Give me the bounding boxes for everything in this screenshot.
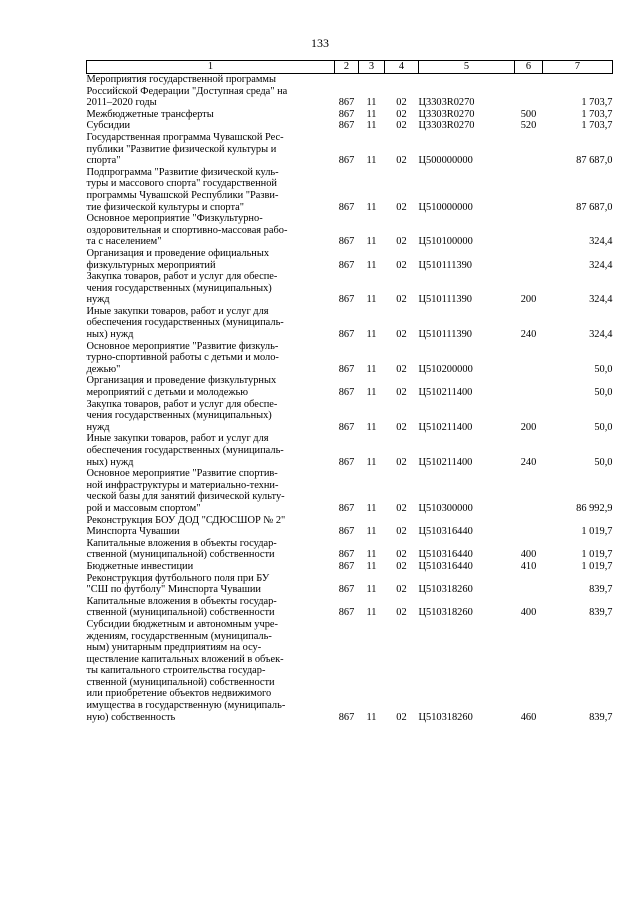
subsection-code: 02 xyxy=(396,155,407,167)
subsection-code: 02 xyxy=(396,526,407,538)
expense-type-code: 410 xyxy=(520,560,537,572)
description-line: Капитальные вложения в объекты государ- xyxy=(86,537,277,549)
row-description xyxy=(87,619,335,723)
description-line: Организация и проведение физкультурных xyxy=(86,375,277,387)
section-code: 11 xyxy=(366,549,377,561)
description-line: оздоровительная и спортивно-массовая рабо- xyxy=(86,224,288,236)
table-row xyxy=(87,596,613,619)
description-line: ную) собственность xyxy=(86,711,176,723)
ministry-code: 867 xyxy=(338,294,355,306)
subsection-code: 02 xyxy=(396,387,407,399)
description-line: нужд xyxy=(86,294,110,306)
section-code: 11 xyxy=(366,560,377,572)
expense-type-code: 200 xyxy=(520,294,537,306)
expense-type-code xyxy=(515,74,543,109)
description-line: тие физической культуры и спорта" xyxy=(86,201,244,213)
description-line: Бюджетные инвестиции xyxy=(86,560,194,572)
amount: 1 019,7 xyxy=(581,549,613,561)
subsection-code: 02 xyxy=(396,560,407,572)
row-description xyxy=(87,468,335,514)
amount: 1 703,7 xyxy=(581,120,613,132)
subsection-code: 02 xyxy=(396,502,407,514)
row-description xyxy=(87,306,335,341)
ministry-code: 867 xyxy=(338,201,355,213)
target-article-code: Ц510318260 xyxy=(418,584,473,596)
target-article-code: Ц510318260 xyxy=(418,607,473,619)
description-line: турно-спортивной работы с детьми и моло- xyxy=(86,352,279,364)
row-description xyxy=(87,573,335,596)
section-code: 11 xyxy=(366,456,377,468)
row-description xyxy=(87,561,335,573)
expense-type-code xyxy=(515,167,543,213)
amount: 50,0 xyxy=(594,456,613,468)
expense-type-code: 500 xyxy=(520,108,537,120)
target-article-code: Ц510211400 xyxy=(418,421,473,433)
target-article-code: Ц510200000 xyxy=(418,363,473,375)
target-article-code: Ц510318260 xyxy=(418,711,473,723)
table-row xyxy=(87,132,613,167)
amount: 1 019,7 xyxy=(581,526,613,538)
amount: 324,4 xyxy=(589,236,613,248)
expense-type-code: 400 xyxy=(520,607,537,619)
description-line: чения государственных (муниципальных) xyxy=(86,410,272,422)
description-line: ческой базы для занятий физической культу- xyxy=(86,491,285,503)
row-description xyxy=(87,341,335,376)
description-line: ных) нужд xyxy=(86,329,134,341)
description-line: спорта" xyxy=(86,155,121,167)
amount: 324,4 xyxy=(589,259,613,271)
table-row xyxy=(87,120,613,132)
description-line: Закупка товаров, работ и услуг для обеспе- xyxy=(86,398,278,410)
section-code: 11 xyxy=(366,711,377,723)
ministry-code: 867 xyxy=(338,236,355,248)
section-code: 11 xyxy=(366,584,377,596)
expense-type-code xyxy=(515,573,543,596)
table-row xyxy=(87,561,613,573)
description-line: ных) нужд xyxy=(86,456,134,468)
table-row xyxy=(87,248,613,271)
ministry-code: 867 xyxy=(338,363,355,375)
description-line: Организация и проведение официальных xyxy=(86,247,270,259)
ministry-code: 867 xyxy=(338,560,355,572)
amount: 50,0 xyxy=(594,387,613,399)
header-col-2: 2 xyxy=(335,61,359,74)
target-article-code: Ц510111390 xyxy=(418,329,472,341)
description-line: 2011–2020 годы xyxy=(86,97,157,109)
row-description xyxy=(87,399,335,434)
description-line: мероприятий с детьми и молодежью xyxy=(86,387,249,399)
table-row xyxy=(87,306,613,341)
subsection-code: 02 xyxy=(396,584,407,596)
table-header-row xyxy=(87,61,613,74)
row-description xyxy=(87,248,335,271)
ministry-code: 867 xyxy=(338,711,355,723)
ministry-code: 867 xyxy=(338,120,355,132)
table-row xyxy=(87,109,613,121)
expense-type-code xyxy=(515,132,543,167)
ministry-code: 867 xyxy=(338,549,355,561)
header-col-6: 6 xyxy=(515,61,543,74)
expense-type-code xyxy=(515,213,543,248)
table-row xyxy=(87,515,613,538)
description-line: "СШ по футболу" Минспорта Чувашии xyxy=(86,584,261,596)
subsection-code: 02 xyxy=(396,294,407,306)
description-line: Мероприятия государственной программы xyxy=(86,74,276,85)
section-code: 11 xyxy=(366,526,377,538)
description-line: или приобретение объектов недвижимого xyxy=(86,688,272,700)
description-line: публики "Развитие физической культуры и xyxy=(86,143,277,155)
amount: 324,4 xyxy=(589,329,613,341)
subsection-code: 02 xyxy=(396,259,407,271)
subsection-code: 02 xyxy=(396,607,407,619)
row-description xyxy=(87,120,335,132)
description-line: ным) унитарным предприятиям на осу- xyxy=(86,642,262,654)
section-code: 11 xyxy=(366,259,377,271)
target-article-code: Ц510000000 xyxy=(418,201,473,213)
subsection-code: 02 xyxy=(396,120,407,132)
amount: 50,0 xyxy=(594,421,613,433)
subsection-code: 02 xyxy=(396,456,407,468)
target-article-code: Ц510111390 xyxy=(418,294,472,306)
row-description xyxy=(87,167,335,213)
section-code: 11 xyxy=(366,108,377,120)
subsection-code: 02 xyxy=(396,97,407,109)
target-article-code: Ц510111390 xyxy=(418,259,472,271)
description-line: чения государственных (муниципальных) xyxy=(86,282,272,294)
target-article-code: Ц510316440 xyxy=(418,549,473,561)
header-col-7: 7 xyxy=(543,61,613,74)
subsection-code: 02 xyxy=(396,236,407,248)
expense-type-code: 520 xyxy=(520,120,537,132)
row-description xyxy=(87,132,335,167)
description-line: Иные закупки товаров, работ и услуг для xyxy=(86,305,269,317)
target-article-code: Ц3303R0270 xyxy=(418,108,475,120)
row-description xyxy=(87,375,335,398)
header-col-1: 1 xyxy=(87,61,335,74)
description-line: Межбюджетные трансферты xyxy=(86,108,214,120)
description-line: рой и массовым спортом" xyxy=(86,502,201,514)
section-code: 11 xyxy=(366,97,377,109)
row-description xyxy=(87,515,335,538)
target-article-code: Ц510300000 xyxy=(418,502,473,514)
budget-table xyxy=(86,60,613,723)
description-line: Минспорта Чувашии xyxy=(86,526,180,538)
amount: 87 687,0 xyxy=(576,155,613,167)
description-line: ждениям, государственным (муниципаль- xyxy=(86,630,272,642)
ministry-code: 867 xyxy=(338,329,355,341)
expense-type-code: 240 xyxy=(520,329,537,341)
amount: 1 703,7 xyxy=(581,108,613,120)
description-line: та с населением" xyxy=(86,236,162,248)
description-line: туры и массового спорта" государственной xyxy=(86,178,277,190)
section-code: 11 xyxy=(366,502,377,514)
table-row xyxy=(87,74,613,109)
section-code: 11 xyxy=(366,363,377,375)
description-line: ственной (муниципальной) собственности xyxy=(86,607,275,619)
section-code: 11 xyxy=(366,236,377,248)
subsection-code: 02 xyxy=(396,108,407,120)
table-row xyxy=(87,213,613,248)
subsection-code: 02 xyxy=(396,363,407,375)
header-col-3: 3 xyxy=(359,61,385,74)
expense-type-code: 400 xyxy=(520,549,537,561)
table-row xyxy=(87,271,613,306)
ministry-code: 867 xyxy=(338,584,355,596)
description-line: Капитальные вложения в объекты государ- xyxy=(86,595,277,607)
amount: 50,0 xyxy=(594,363,613,375)
ministry-code: 867 xyxy=(338,526,355,538)
description-line: Закупка товаров, работ и услуг для обеспе- xyxy=(86,271,278,283)
target-article-code: Ц510316440 xyxy=(418,526,473,538)
description-line: нужд xyxy=(86,421,110,433)
row-description xyxy=(87,213,335,248)
section-code: 11 xyxy=(366,120,377,132)
description-line: Субсидии xyxy=(86,120,131,132)
description-line: ты капитального строительства государ- xyxy=(86,665,266,677)
table-row xyxy=(87,375,613,398)
target-article-code: Ц510100000 xyxy=(418,236,473,248)
row-description xyxy=(87,109,335,121)
description-line: ществление капитальных вложений в объек- xyxy=(86,653,284,665)
description-line: обеспечения государственных (муниципаль- xyxy=(86,445,284,456)
description-line: Иные закупки товаров, работ и услуг для xyxy=(86,433,269,445)
section-code: 11 xyxy=(366,201,377,213)
table-row xyxy=(87,468,613,514)
row-description xyxy=(87,538,335,561)
ministry-code: 867 xyxy=(338,421,355,433)
description-line: имущества в государственную (муниципаль- xyxy=(86,700,286,712)
description-line: обеспечения государственных (муниципаль- xyxy=(86,317,284,329)
amount: 87 687,0 xyxy=(576,201,613,213)
expense-type-code xyxy=(515,515,543,538)
row-description xyxy=(87,433,335,468)
target-article-code: Ц510316440 xyxy=(418,560,473,572)
description-line: Субсидии бюджетным и автономным учре- xyxy=(86,618,278,630)
description-line: Реконструкция футбольного поля при БУ xyxy=(86,572,270,584)
ministry-code: 867 xyxy=(338,607,355,619)
description-line: Основное мероприятие "Развитие физкуль- xyxy=(86,340,279,352)
amount: 839,7 xyxy=(589,711,613,723)
ministry-code: 867 xyxy=(338,259,355,271)
description-line: Основное мероприятие "Развитие спортив- xyxy=(86,468,278,480)
row-description xyxy=(87,271,335,306)
description-line: физкультурных мероприятий xyxy=(86,259,216,271)
amount: 839,7 xyxy=(589,607,613,619)
section-code: 11 xyxy=(366,421,377,433)
table-row xyxy=(87,538,613,561)
table-row xyxy=(87,573,613,596)
expense-type-code: 460 xyxy=(520,711,537,723)
expense-type-code xyxy=(515,468,543,514)
target-article-code: Ц3303R0270 xyxy=(418,97,475,109)
header-col-4: 4 xyxy=(385,61,419,74)
target-article-code: Ц500000000 xyxy=(418,155,473,167)
table-row xyxy=(87,399,613,434)
table-row xyxy=(87,619,613,723)
amount: 324,4 xyxy=(589,294,613,306)
subsection-code: 02 xyxy=(396,549,407,561)
subsection-code: 02 xyxy=(396,711,407,723)
description-line: Реконструкция БОУ ДОД "СДЮСШОР № 2" xyxy=(86,514,286,526)
subsection-code: 02 xyxy=(396,421,407,433)
expense-type-code xyxy=(515,375,543,398)
table-row xyxy=(87,341,613,376)
description-line: дежью" xyxy=(86,363,121,375)
header-col-5: 5 xyxy=(419,61,515,74)
amount: 1 703,7 xyxy=(581,97,613,109)
row-description xyxy=(87,74,335,109)
subsection-code: 02 xyxy=(396,201,407,213)
description-line: Государственная программа Чувашской Рес- xyxy=(86,131,284,143)
ministry-code: 867 xyxy=(338,155,355,167)
description-line: Российской Федерации "Доступная среда" на xyxy=(86,85,288,97)
ministry-code: 867 xyxy=(338,108,355,120)
expense-type-code: 200 xyxy=(520,421,537,433)
table-row xyxy=(87,433,613,468)
expense-type-code xyxy=(515,341,543,376)
ministry-code: 867 xyxy=(338,502,355,514)
description-line: ственной (муниципальной) собственности xyxy=(86,676,275,688)
expense-type-code: 240 xyxy=(520,456,537,468)
section-code: 11 xyxy=(366,155,377,167)
target-article-code: Ц510211400 xyxy=(418,456,473,468)
section-code: 11 xyxy=(366,387,377,399)
description-line: ной инфраструктуры и материально-техни- xyxy=(86,479,279,491)
expense-type-code xyxy=(515,248,543,271)
amount: 1 019,7 xyxy=(581,560,613,572)
section-code: 11 xyxy=(366,329,377,341)
ministry-code: 867 xyxy=(338,97,355,109)
section-code: 11 xyxy=(366,294,377,306)
description-line: Основное мероприятие "Физкультурно- xyxy=(86,213,263,225)
ministry-code: 867 xyxy=(338,387,355,399)
ministry-code: 867 xyxy=(338,456,355,468)
amount: 86 992,9 xyxy=(576,502,613,514)
row-description xyxy=(87,596,335,619)
subsection-code: 02 xyxy=(396,329,407,341)
target-article-code: Ц3303R0270 xyxy=(418,120,475,132)
table-row xyxy=(87,167,613,213)
description-line: программы Чувашской Республики "Разви- xyxy=(86,189,279,201)
description-line: ственной (муниципальной) собственности xyxy=(86,549,275,561)
target-article-code: Ц510211400 xyxy=(418,387,473,399)
section-code: 11 xyxy=(366,607,377,619)
description-line: Подпрограмма "Развитие физической куль- xyxy=(86,166,279,178)
amount: 839,7 xyxy=(589,584,613,596)
page-number: 133 xyxy=(311,36,329,50)
